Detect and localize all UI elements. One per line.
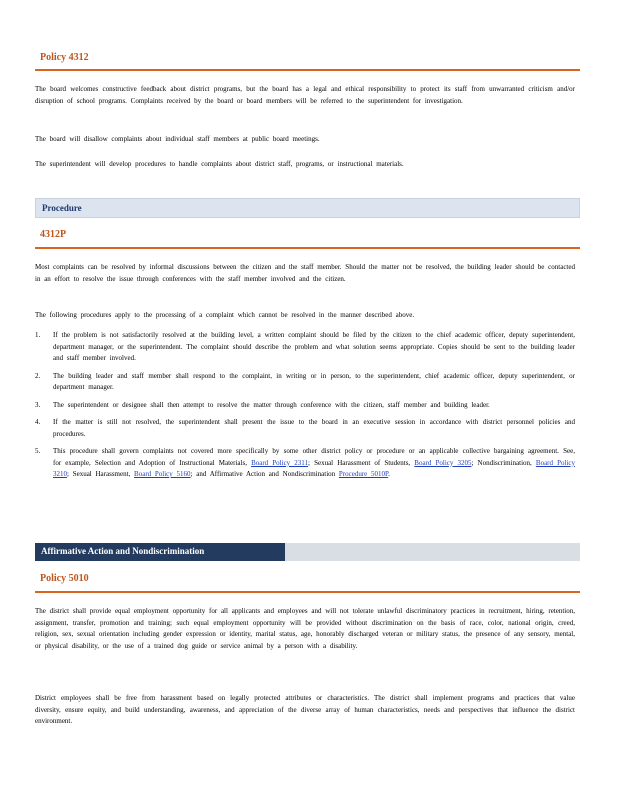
procedure-intro-paragraph: Most complaints can be resolved by informal discussions between the citizen and the staff member. Should the matter not be resolved, the building leader should be contacted in an effort to resolve the issue through conferences with the staff member involved and the citizen. (35, 263, 575, 283)
list-item (35, 417, 575, 440)
list-item (35, 446, 575, 481)
list-item-text: ; Nondiscrimination, (471, 458, 532, 467)
list-item-text: If the matter is still not resolved, the superintendent shall present the issue to the board in an executive session in accordance with district personnel policies and procedures. (53, 418, 575, 438)
policy-4312-paragraph-3: The superintendent will develop procedures to handle complaints about district staff, programs, or instructional materials. (35, 160, 404, 168)
heading-rule (35, 591, 580, 593)
procedure-4312p-heading: 4312P (40, 229, 67, 240)
board-policy-2311-link[interactable]: Board Policy 2311 (251, 458, 309, 467)
policy-4312-paragraph-1: The board welcomes constructive feedback about district programs, but the board has a legal and ethical responsibility to protect its staff from unwarranted criticism and/or disruption of school programs. Complaints received by the board or board members will be referred to the superintendent for investigation. (35, 85, 575, 105)
list-item (35, 330, 575, 365)
affirmative-action-section-band (35, 543, 580, 561)
heading-rule (35, 247, 580, 249)
list-item (35, 400, 575, 412)
heading-rule (35, 69, 580, 71)
board-policy-3205-link[interactable]: Board Policy 3205 (414, 458, 472, 467)
list-item-text: If the problem is not satisfactorily resolved at the building level, a written complaint should be filed by the citizen to the chief academic officer, deputy superintendent, department manager, or the superintendent. The complaint should describe the problem and what solution seems appropriate. Copies should be sent to the building leader and staff member involved. (53, 331, 575, 362)
policy-4312-paragraph-2: The board will disallow complaints about individual staff members at public board meetings. (35, 135, 320, 143)
policy-5010-paragraph-1: The district shall provide equal employment opportunity for all applicants and employees and will not tolerate unlawful discriminatory practices in recruitment, hiring, retention, assignment, transfer, promotion and training; such equal employment opportunity will be provided without discrimination on the basis of race, color, national origin, creed, religion, sex, sexual orientation including gender expression or identity, marital status, age, honorably discharged veteran or military status, the presence of any sensory, mental, or physical disability, or the use of a trained dog guide or service animal by a person with a disability. (35, 607, 575, 650)
policy-4312-heading: Policy 4312 (40, 52, 89, 63)
list-item-text: ; Sexual Harassment of Students, (308, 458, 411, 467)
list-item-text: The superintendent or designee shall then attempt to resolve the matter through conference with the citizen, staff member and building leader. (53, 400, 490, 409)
list-item (35, 371, 575, 394)
procedure-band-title: Procedure (42, 203, 82, 213)
affirmative-action-band-title: Affirmative Action and Nondiscrimination (41, 546, 205, 556)
policy-5010-paragraph-2: District employees shall be free from harassment based on legally protected attributes or characteristics. The district shall implement programs and practices that value diversity, ensure equity, and build understanding, awareness, and appreciation of the diverse array of human characteristics, needs and perspectives that influence the district environment. (35, 694, 575, 725)
list-item-number: 3. (35, 400, 41, 409)
procedure-lead-paragraph: The following procedures apply to the processing of a complaint which cannot be resolved in the manner described above. (35, 311, 415, 319)
procedure-5010p-link[interactable]: Procedure 5010P (338, 470, 389, 478)
procedure-list (35, 330, 575, 487)
list-item-text: ; Sexual Harassment, (67, 470, 131, 478)
board-policy-5160-link[interactable]: Board Policy 5160 (134, 470, 191, 478)
list-item-number: 5. (35, 447, 41, 455)
policy-5010-heading: Policy 5010 (40, 573, 89, 584)
list-item-number: 1. (35, 331, 41, 339)
list-item-text: The building leader and staff member shall respond to the complaint, in writing or in person, to the superintendent, chief academic officer, deputy superintendent, or department manager. (53, 371, 575, 391)
list-item-text: ; and Affirmative Action and Nondiscrimination (190, 470, 336, 478)
list-item-text: . (388, 470, 390, 478)
list-item-number: 4. (35, 418, 41, 426)
board-policy-3210-link[interactable]: Board Policy 3210 (53, 458, 576, 478)
list-item-text: This procedure shall govern complaints not covered more specifically by some other district policy or procedure or an applicable collective bargaining agreement. See, for example, Selection and Adoption of Instructional Materials, (53, 447, 575, 467)
procedure-section-band (35, 198, 580, 218)
list-item-number: 2. (35, 371, 41, 380)
